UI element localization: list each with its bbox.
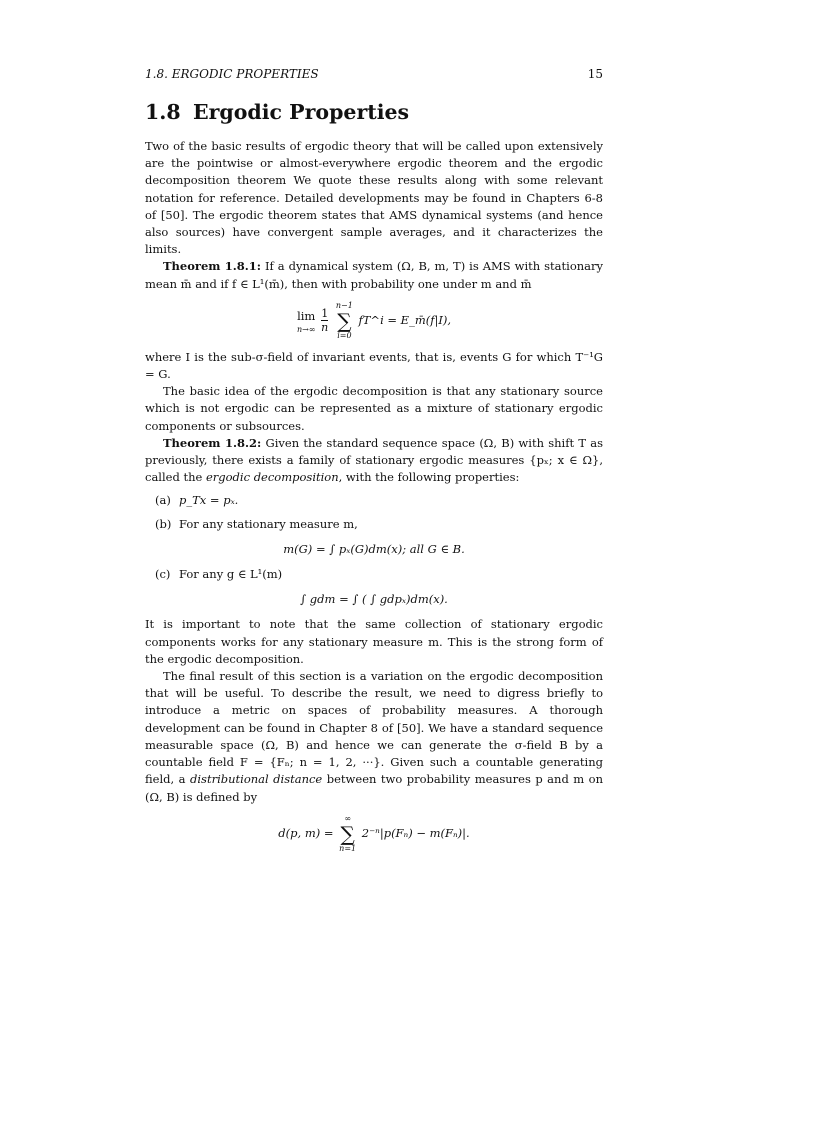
lim-subscript: n→∞: [296, 324, 316, 334]
final-emphasis: distributional distance: [190, 772, 323, 787]
same-collection-paragraph: It is important to note that the same collection of stationary ergodic components works for any stationary measure m. This is the strong form of the ergodic decomposition.: [145, 617, 603, 666]
section-heading: [145, 100, 409, 124]
item-label: (c): [155, 567, 171, 582]
equation-b: [145, 541, 603, 558]
list-item-a: [145, 492, 603, 509]
equation-text: ∫ gdm = ∫ ( ∫ gdpₓ)dm(x).: [300, 592, 448, 607]
final-result-paragraph: [145, 668, 603, 806]
sum-lower: i=0: [337, 330, 352, 340]
equation-ergodic-theorem: [145, 301, 603, 341]
final-text-a: The final result of this section is a variation on the ergodic decomposition that will be useful. To describe the result, we need to digress briefly to introduce a metric on spaces of probability measures. A thorough development can be found in Chapter 8 of [50]. We have a standard sequence measurable space (Ω, B) and hence we can generate the σ-field B by a countable field F = {Fₙ; n = 1, 2, ···}. Given such a countable generating field, a: [145, 669, 603, 787]
section-number: 1.8: [145, 100, 181, 124]
lim-label: lim: [297, 308, 316, 323]
distance-rhs: 2⁻ⁿ|p(Fₙ) − m(Fₙ)|.: [361, 826, 470, 841]
equation-text: m(G) = ∫ pₓ(G)dm(x); all G ∈ B.: [283, 541, 465, 556]
sigma-symbol: ∑: [340, 821, 355, 846]
final-text-b: between two probability measures p and m on (Ω, B) is defined by: [145, 772, 604, 804]
theorem-text-b: , with the following properties:: [338, 470, 520, 485]
theorem-emphasis: ergodic decomposition: [205, 470, 339, 485]
theorem-label: Theorem 1.8.2:: [163, 435, 262, 450]
decomposition-intro-paragraph: The basic idea of the ergodic decomposition is that any stationary source which is not ergodic can be represented as a mixture of stationary ergodic components or subsources.: [145, 384, 603, 433]
section-title: Ergodic Properties: [193, 100, 410, 124]
list-item-b: [145, 516, 603, 533]
fraction-numerator: 1: [321, 307, 329, 321]
invariant-events-paragraph: where I is the sub-σ-field of invariant events, that is, events G for which T⁻¹G = G.: [145, 349, 603, 382]
theorem-1-8-1: [145, 258, 603, 292]
equation-c: [145, 591, 603, 608]
equation-rhs: fT^i = E_m̄(f|I),: [358, 313, 452, 328]
item-text: For any stationary measure m,: [179, 516, 358, 531]
fraction-denominator: n: [321, 321, 329, 335]
theorem-text-a: Given the standard sequence space (Ω, B) with shift T as previously, there exists a family of stationary ergodic measures {pₓ; x ∈ Ω}, called the: [145, 435, 603, 485]
item-text: For any g ∈ L¹(m): [179, 567, 283, 582]
summation: [339, 814, 356, 854]
sum-upper: ∞: [344, 813, 351, 823]
fraction: [321, 307, 328, 334]
list-item-c: [145, 566, 603, 583]
sigma-symbol: ∑: [337, 308, 352, 333]
item-label: (b): [155, 516, 172, 531]
item-label: (a): [155, 493, 171, 508]
theorem-1-8-2: [145, 435, 603, 487]
summation: [336, 301, 353, 341]
limit-operator: [297, 308, 316, 334]
sum-lower: n=1: [339, 843, 357, 853]
body-text: [145, 138, 603, 862]
page-number: 15: [587, 67, 603, 81]
running-title: 1.8. ERGODIC PROPERTIES: [145, 67, 319, 81]
sum-upper: n−1: [335, 300, 353, 310]
item-text: p_Tx = pₓ.: [179, 493, 239, 508]
theorem-text: If a dynamical system (Ω, B, m, T) is AMS with stationary mean m̄ and if f ∈ L¹(m̄), then with probability one under m and m̄: [145, 259, 604, 291]
theorem-label: Theorem 1.8.1:: [163, 259, 262, 274]
intro-paragraph: Two of the basic results of ergodic theory that will be called upon extensively are the pointwise or almost-everywhere ergodic theorem and the ergodic decomposition theorem We quote these results along with some relevant notation for reference. Detailed developments may be found in Chapters 6-8 of [50]. The ergodic theorem states that AMS dynamical systems (and hence also sources) have convergent sample averages, and it characterizes the limits.: [145, 139, 603, 257]
running-header: [145, 67, 603, 83]
distance-lhs: d(p, m) =: [278, 826, 334, 841]
equation-distance: [145, 814, 603, 854]
